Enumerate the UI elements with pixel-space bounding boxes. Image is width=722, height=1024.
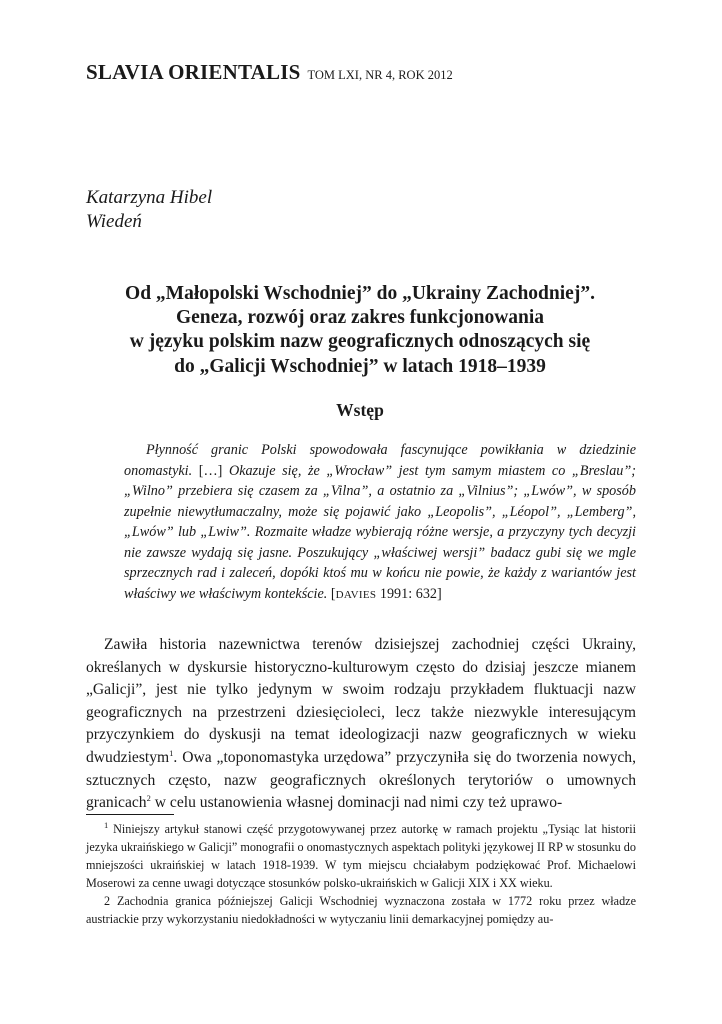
article-title bbox=[70, 282, 650, 379]
footnote-ref-1[interactable]: 1 bbox=[169, 747, 174, 758]
author-city: Wiedeń bbox=[86, 211, 142, 232]
footnote-2-text: Zachodnia granica późniejszej Galicji Wschodniej wyznaczona została w 1772 roku przez władze austriackie przy wykorzystaniu niedokładności w wytyczaniu linii demarkacyjnej pomiędzy au- bbox=[86, 894, 636, 926]
body-text-2: . Owa „toponomastyka urzędowa” przyczyniła się do tworzenia nowych, sztucznych często, nazw geograficznych określonych terytoriów o umownych granicach bbox=[86, 748, 636, 812]
body-text-1: Zawiła historia nazewnictwa terenów dzisiejszej zachodniej części Ukrainy, określanych w dyskursie historyczno-kulturowym często do dzisiaj jeszcze mianem „Galicji”, jest nie tylko jedynym w swoim rodzaju przykładem fluktuacji nazw geograficznych na przestrzeni dziesięcioleci, lecz także niezwykle interesującym przyczynkiem do dyskusji na temat ideologizacji nazw geograficznych w wieku dwudziestym bbox=[86, 636, 636, 766]
issue-info: TOM LXI, NR 4, ROK 2012 bbox=[307, 68, 453, 82]
epigraph-ellipsis: […] bbox=[198, 462, 229, 479]
footnotes bbox=[86, 820, 636, 928]
title-line-3: w języku polskim nazw geograficznych odnoszących się bbox=[129, 331, 591, 353]
running-header bbox=[86, 60, 646, 85]
title-line-2: Geneza, rozwój oraz zakres funkcjonowania bbox=[175, 307, 545, 329]
footnote-2-mark: 2 bbox=[104, 894, 111, 908]
epigraph-text-1: Płynność granic Polski spowodowała fascynujące powikłania w dziedzinie onomastyki. bbox=[124, 442, 636, 479]
body-text-3: w celu ustanowienia własnej dominacji nad nimi czy też uprawo- bbox=[150, 794, 563, 812]
footnote-divider bbox=[86, 814, 174, 815]
citation-rest: 1991: 632] bbox=[376, 585, 442, 602]
footnote-1 bbox=[86, 820, 636, 892]
section-heading: Wstęp bbox=[336, 400, 384, 420]
citation-open: [ bbox=[330, 585, 336, 602]
footnote-1-text: Niniejszy artykuł stanowi część przygotowywanej przez autorkę w ramach projektu „Tysiąc lat historii jezyka ukraińskiego w Galicji” monografii o onomastycznych aspektach polityki językowej II RP w stosunku do mniejszości ukraińskiej w latach 1918-1939. W tym miejscu chciałabym podziękować Prof. Michaelowi Moserowi za cenne uwagi dotyczące stosunków polsko-ukraińskich w Galicji XIX i XX wieku. bbox=[86, 822, 636, 890]
citation-author: DAVIES bbox=[335, 588, 377, 601]
footnote-1-mark: 1 bbox=[104, 819, 109, 830]
title-line-4: do „Galicji Wschodniej” w latach 1918–1939 bbox=[174, 355, 546, 377]
author-block bbox=[86, 186, 212, 234]
epigraph-quote bbox=[124, 440, 636, 605]
footnote-ref-2[interactable]: 2 bbox=[146, 792, 151, 803]
body-paragraph bbox=[86, 634, 636, 815]
author-name: Katarzyna Hibel bbox=[86, 187, 213, 208]
title-line-1: Od „Małopolski Wschodniej” do „Ukrainy Zachodniej”. bbox=[125, 283, 595, 304]
epigraph-text-2: Okazuje się, że „Wrocław” jest tym samym miastem co „Breslau”; „Wilno” przebiera się czasem za „Vilna”, a ostatnio za „Vilnius”; „Lwów”, w sposób zupełnie niewytłumaczalny, może się pojawić jako „Leopolis”, „Léopol”, „Lemberg”, „Lwów” lub „Lwiw”. Rozmaite władze wybierają różne wersje, a przyczyny tych decyzji nie zawsze wydają się jasne. Poszukujący „właściwej wersji” badacz gubi się we mgle sprzecznych rad i zaleceń, dopóki ktoś mu w końcu nie powie, że każdy z wariantów jest właściwy we właściwym kontekście. bbox=[124, 462, 637, 602]
journal-name: SLAVIA ORIENTALIS bbox=[86, 60, 301, 84]
footnote-2 bbox=[86, 892, 636, 928]
